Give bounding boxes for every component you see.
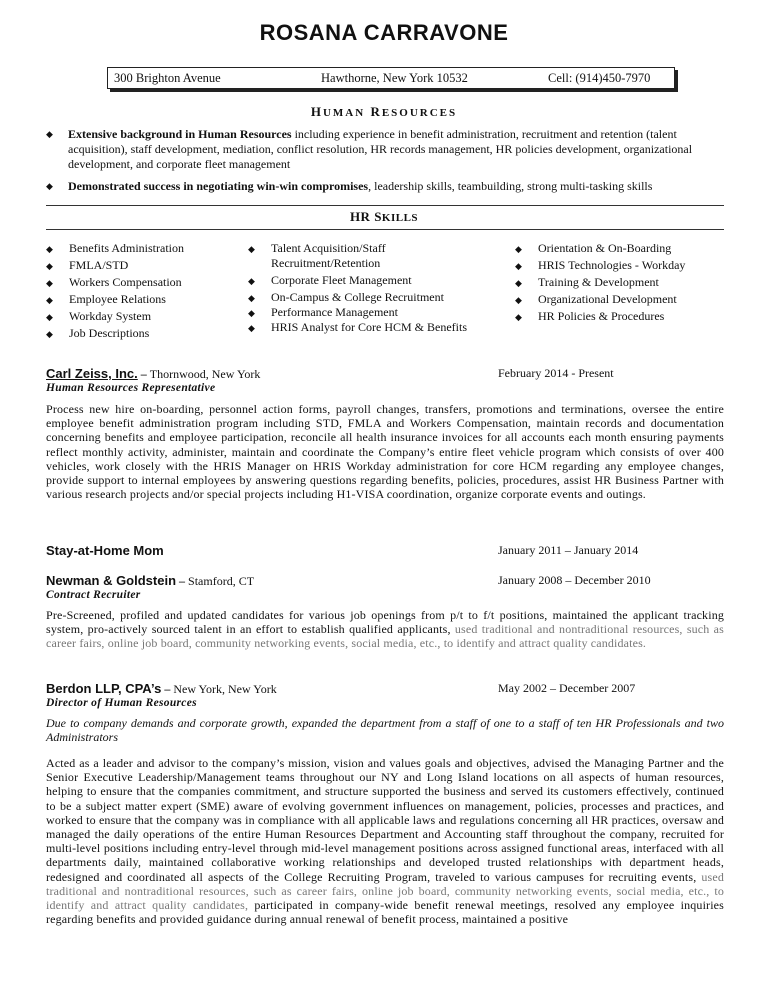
candidate-name: ROSANA CARRAVONE xyxy=(259,20,509,45)
job-title: Director of Human Resources xyxy=(46,697,197,709)
summary-bullets xyxy=(46,127,736,201)
job-intro: Due to company demands and corporate growth, expanded the department from a staff of one to a staff of ten HR Professionals and two Administrators xyxy=(46,716,724,745)
company-name: Berdon LLP, CPA’s xyxy=(46,681,162,696)
cell-phone: Cell: (914)450-7970 xyxy=(548,71,651,85)
skill-item: ◆ Performance Management xyxy=(248,305,508,320)
skill-item: ◆ Talent Acquisition/Staff Recruitment/Retention xyxy=(248,241,451,271)
job-title: Contract Recruiter xyxy=(46,589,141,601)
skill-item: ◆ Benefits Administration xyxy=(46,241,246,256)
job-description: Pre-Screened, profiled and updated candidates for various job openings from p/t to f/t positions, maintained the applicant tracking system, pro-actively sourced talent in an effort to establish qualified applicants, used traditional and nontraditional resources, such as career fairs, online job board, community networking events, social media, etc., to identify and attract quality candidates. xyxy=(46,608,724,651)
skills-column-2 xyxy=(248,241,508,337)
skill-item: ◆ Corporate Fleet Management xyxy=(248,273,508,288)
skill-item: ◆ HRIS Technologies - Workday xyxy=(515,258,735,273)
divider xyxy=(46,229,724,230)
skill-item: ◆ HRIS Analyst for Core HCM & Benefits xyxy=(248,320,508,335)
company-name: Newman & Goldstein xyxy=(46,573,177,588)
skill-item: ◆ FMLA/STD xyxy=(46,258,246,273)
skill-item: ◆ On-Campus & College Recruitment xyxy=(248,290,508,305)
skill-item: ◆ HR Policies & Procedures xyxy=(515,309,735,324)
summary-bullet: ◆ Demonstrated success in negotiating win-win compromises, leadership skills, teambuilding, strong multi-tasking skills xyxy=(46,179,736,194)
contact-box xyxy=(107,67,675,89)
job-dates: January 2008 – December 2010 xyxy=(498,573,651,587)
company-name: Carl Zeiss, Inc. xyxy=(46,366,138,381)
skill-item: ◆ Job Descriptions xyxy=(46,326,246,341)
job-description: Acted as a leader and advisor to the company’s mission, vision and values goals and objectives, advised the Managing Partner and the Senior Executive Leadership/Management teams throughout our NY and Long Island locations on all aspects of human resources, helping to ensure that the companies commitment, and structure supported the business and served its customers effectively, continued to be a subject matter expert (SME) aware of evolving government influences on management, policies, processes and practices, and worked to ensure that the company was in compliance with all applicable laws and regulations concerning all HR practices, oversaw and managed the daily operations of the entire Human Resources Department and Accounting staff throughout the company, recruited for multi-level positions including entry-level through mid-level management positions across assigned functional areas, interfaced with all departments daily, maintained collaborative working relationships and developed trusted relationships with department heads, redesigned and coordinated all aspects of the College Recruiting Program, traveled to various campuses for recruiting events, used traditional and nontraditional resources, such as career fairs, online job board, community networking events, social media, etc., to identify and attract quality candidates, participated in company-wide benefit renewal meetings, resolved any employee inquiries regarding benefits and provided guidance during annual renewal of benefit process, maintained a positive xyxy=(46,756,724,927)
job-location: New York, New York xyxy=(173,682,277,696)
section-title-hr-skills: HR SKILLS xyxy=(349,209,419,224)
city-state-zip: Hawthorne, New York 10532 xyxy=(321,71,468,85)
skill-item: ◆ Workday System xyxy=(46,309,246,324)
job-header-berdon: Berdon LLP, CPA’s – New York, New York May 2002 – December 2007 xyxy=(46,681,636,696)
section-title-human-resources: HUMAN RESOURCES xyxy=(310,104,458,119)
job-header-zeiss: Carl Zeiss, Inc. – Thornwood, New York February 2014 - Present xyxy=(46,366,614,381)
job-location: Thornwood, New York xyxy=(149,367,261,381)
divider xyxy=(46,205,724,206)
skill-item: ◆ Employee Relations xyxy=(46,292,246,307)
company-name: Stay-at-Home Mom xyxy=(46,543,164,558)
job-dates: January 2011 – January 2014 xyxy=(498,543,639,557)
job-header-newman: Newman & Goldstein – Stamford, CT January 2008 – December 2010 xyxy=(46,573,651,588)
summary-bullet: ◆ Extensive background in Human Resources including experience in benefit administration, recruitment and retention (talent acquisition), staff development, mediation, conflict resolution, HR records management, HR policies development, organizational development, and corporate fleet management xyxy=(46,127,736,172)
street-address: 300 Brighton Avenue xyxy=(114,71,221,85)
job-dates: May 2002 – December 2007 xyxy=(498,681,636,695)
skill-item: ◆ Workers Compensation xyxy=(46,275,246,290)
skills-column-1 xyxy=(46,241,246,343)
job-header-home xyxy=(46,543,726,559)
skill-item: ◆ Training & Development xyxy=(515,275,735,290)
job-description: Process new hire on-boarding, personnel action forms, payroll changes, transfers, promotions and terminations, oversee the entire employee benefit administration program including STD, FMLA and Workers Compensation, maintain records and documentation concerning benefits and employee participation, reconcile all health insurance invoices for all accounts each month ensuring payments reflect monthly activity, administer, maintain and coordinate the Company’s entire fleet vehicle program which consists of over 400 vehicles, work closely with the HRIS Manager on HRIS Workday administration for core HCM regarding any employee changes, provide support to internal employees by answering questions regarding benefits, policies, procedures, assist HR Business Partner with various research projects and/or special projects including H1-VISA coordination, organize corporate events and outings. xyxy=(46,402,724,502)
skill-item: ◆ Organizational Development xyxy=(515,292,735,307)
job-title: Human Resources Representative xyxy=(46,382,216,394)
skill-item: ◆ Orientation & On-Boarding xyxy=(515,241,735,256)
skills-column-3 xyxy=(515,241,735,326)
job-location: Stamford, CT xyxy=(188,574,255,588)
job-dates: February 2014 - Present xyxy=(498,366,614,380)
